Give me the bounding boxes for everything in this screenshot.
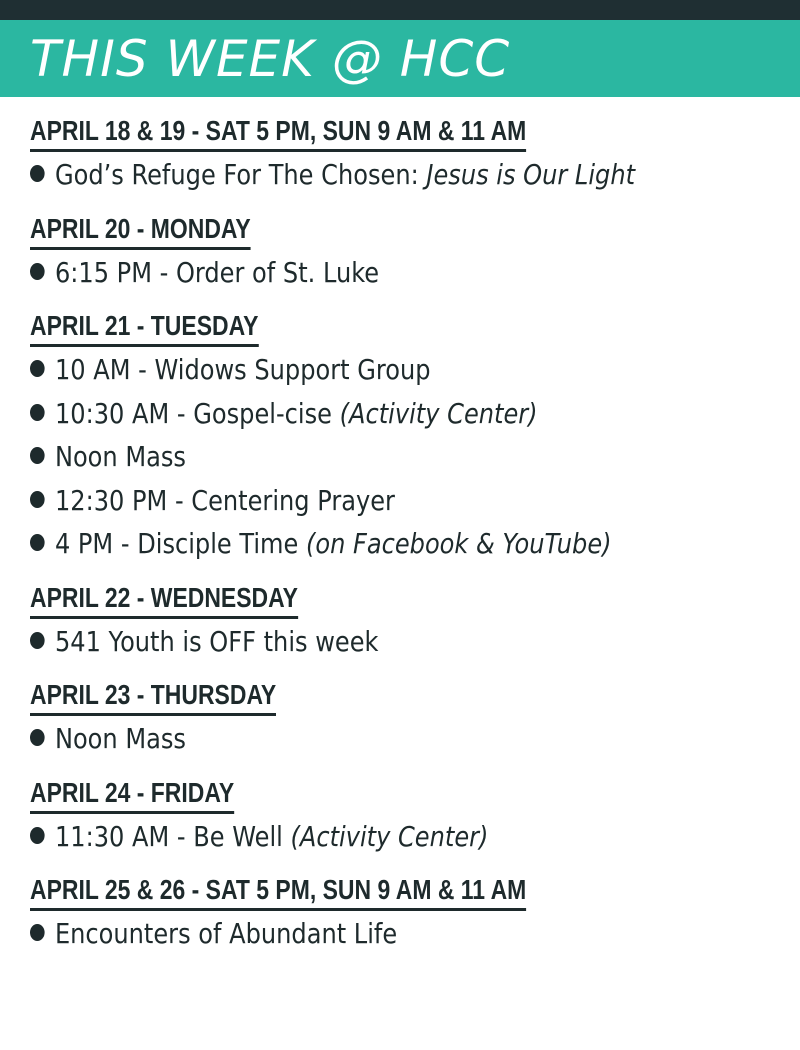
event-text: 6:15 PM - Order of St. Luke bbox=[54, 255, 380, 289]
event-text: 10:30 AM - Gospel-cise bbox=[54, 396, 340, 430]
event-text: God’s Refuge For The Chosen: bbox=[54, 158, 427, 191]
event-text: Encounters of Abundant Life bbox=[54, 917, 398, 950]
day-section bbox=[30, 677, 790, 761]
event-item bbox=[30, 815, 684, 859]
event-item bbox=[30, 392, 684, 436]
event-item bbox=[30, 479, 684, 523]
event-list bbox=[30, 620, 790, 664]
bullet-icon bbox=[30, 491, 45, 508]
event-note: (on Facebook & YouTube) bbox=[305, 527, 612, 560]
day-heading: APRIL 23 - THURSDAY bbox=[30, 677, 276, 716]
event-note: Jesus is Our Light bbox=[426, 158, 636, 191]
bullet-icon bbox=[30, 447, 45, 464]
event-note: (Activity Center) bbox=[290, 819, 489, 853]
event-text: 541 Youth is OFF this week bbox=[54, 624, 379, 658]
day-heading: APRIL 24 - FRIDAY bbox=[30, 775, 234, 814]
event-text: Noon Mass bbox=[54, 722, 186, 755]
weekly-schedule bbox=[30, 113, 790, 970]
event-item bbox=[30, 435, 684, 479]
event-list bbox=[30, 348, 790, 566]
day-heading: APRIL 25 & 26 - SAT 5 PM, SUN 9 AM & 11 AM bbox=[30, 872, 526, 911]
event-item bbox=[30, 251, 684, 295]
event-item bbox=[30, 522, 684, 566]
event-item bbox=[30, 912, 684, 956]
day-section bbox=[30, 308, 790, 566]
day-heading: APRIL 20 - MONDAY bbox=[30, 211, 251, 250]
top-bar bbox=[0, 0, 800, 20]
bullet-icon bbox=[30, 534, 45, 551]
event-note: (Activity Center) bbox=[339, 396, 538, 430]
bullet-icon bbox=[30, 165, 45, 182]
bullet-icon bbox=[30, 263, 45, 280]
bullet-icon bbox=[30, 404, 45, 421]
day-section bbox=[30, 211, 790, 295]
day-section bbox=[30, 580, 790, 664]
bullet-icon bbox=[30, 729, 45, 746]
day-heading: APRIL 22 - WEDNESDAY bbox=[30, 580, 298, 619]
event-item bbox=[30, 717, 684, 761]
event-list bbox=[30, 912, 790, 956]
event-list bbox=[30, 717, 790, 761]
event-item bbox=[30, 153, 684, 197]
bullet-icon bbox=[30, 360, 45, 377]
event-item bbox=[30, 620, 684, 664]
bullet-icon bbox=[30, 924, 45, 941]
event-list bbox=[30, 815, 790, 859]
day-section bbox=[30, 775, 790, 859]
bullet-icon bbox=[30, 632, 45, 649]
event-text: 4 PM - Disciple Time bbox=[54, 527, 306, 560]
page-title: THIS WEEK @ HCC bbox=[30, 30, 511, 88]
header-banner bbox=[0, 20, 800, 97]
day-heading: APRIL 21 - TUESDAY bbox=[30, 308, 258, 347]
bullet-icon bbox=[30, 827, 45, 844]
event-text: 10 AM - Widows Support Group bbox=[54, 353, 431, 386]
event-item bbox=[30, 348, 684, 392]
event-list bbox=[30, 153, 790, 197]
event-list bbox=[30, 251, 790, 295]
day-heading: APRIL 18 & 19 - SAT 5 PM, SUN 9 AM & 11 AM bbox=[30, 113, 526, 152]
event-text: 11:30 AM - Be Well bbox=[54, 819, 291, 853]
day-section bbox=[30, 872, 790, 956]
event-text: 12:30 PM - Centering Prayer bbox=[54, 483, 395, 517]
day-section bbox=[30, 113, 790, 197]
event-text: Noon Mass bbox=[54, 440, 186, 473]
